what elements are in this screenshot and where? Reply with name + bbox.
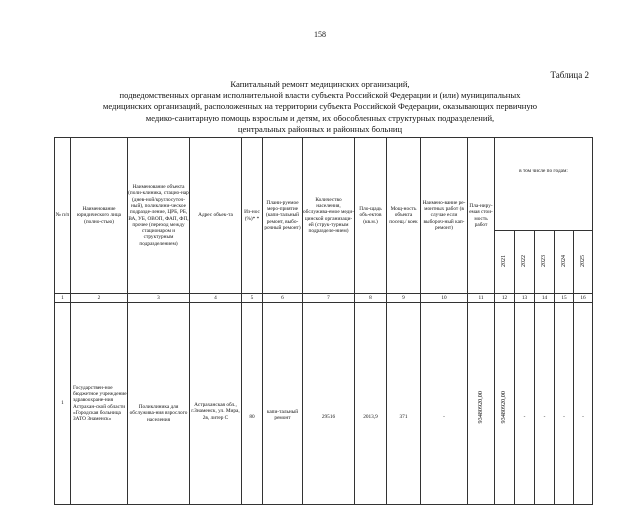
year-value: 93480920,00 — [500, 391, 508, 424]
column-number: 6 — [263, 294, 303, 303]
header-capacity: Мощ-ность объекта посещ./ коек — [387, 138, 421, 294]
column-number: 11 — [468, 294, 495, 303]
cost-value: 93480920,00 — [476, 391, 484, 424]
header-population: Количество населения, обслужива-емое меди-цинской организаци-ей (струк-турным подразделе-нием) — [303, 138, 355, 294]
cell-2025: - — [574, 303, 593, 505]
year-label: 2023 — [541, 254, 548, 267]
column-number: 2 — [71, 294, 128, 303]
title-line: медико-санитарную помощь взрослым и детям, их обособленных структурных подразделений, — [145, 112, 495, 123]
year-label: 2022 — [521, 254, 528, 267]
cell-2023: - — [535, 303, 555, 505]
cell-wear: 80 — [242, 303, 263, 505]
cell-org: Государствен-ное бюджетное учреждение здравоохране-ния Астрахан-ской области «Городская больница ЗАТО Знаменск» — [71, 303, 128, 505]
column-number: 5 — [242, 294, 263, 303]
column-number: 4 — [190, 294, 242, 303]
header-object: Наименование объекта (поли-клиника, стацио-нар (днев-ной/круглосуточ-ный), поликлини-ческое подразде-ление, ЦРБ, РБ, ВА, УБ, ОВОП, ФАП, ФП, прочее (переход между стационаром и структурным подразделением) — [128, 138, 190, 294]
header-works: Наимено-вание ре-монтных работ (в случае если выбороч-ный кап-ремонт) — [421, 138, 468, 294]
column-number: 14 — [535, 294, 555, 303]
table-row — [55, 303, 593, 505]
cell-2024: - — [555, 303, 574, 505]
column-number: 12 — [495, 294, 515, 303]
cell-area: 2013,9 — [355, 303, 387, 505]
cell-population: 29516 — [303, 303, 355, 505]
year-label: 2025 — [579, 254, 586, 267]
column-number: 9 — [387, 294, 421, 303]
year-label: 2021 — [501, 254, 508, 267]
cell-cost — [468, 303, 495, 505]
header-num: № п/п — [55, 138, 71, 294]
page-number: 158 — [314, 30, 326, 39]
header-planned: Плани-руемое меро-приятие (капи-тальный ремонт, выбо-рочный ремонт) — [263, 138, 303, 294]
column-number: 16 — [574, 294, 593, 303]
header-wear: Из-нос (%)* * — [242, 138, 263, 294]
cell-address: Астраханская обл., г.Знаменск, ул. Мира, 2в, литер С — [190, 303, 242, 505]
title-line: медицинских организаций, расположенных на территории субъекта Российской Федерации, оказывающих первичную — [102, 101, 538, 112]
header-years-group: в том числе по годам: — [495, 138, 593, 231]
cell-planned: капи-тальный ремонт — [263, 303, 303, 505]
column-number: 8 — [355, 294, 387, 303]
title-line: центральных районных и районных больниц — [237, 123, 403, 134]
document-title — [40, 79, 600, 135]
cell-capacity: 371 — [387, 303, 421, 505]
header-row — [55, 138, 593, 231]
header-year — [495, 231, 515, 294]
header-area: Пло-щадь объ-ектов (кв.м.) — [355, 138, 387, 294]
cell-num: 1 — [55, 303, 71, 505]
column-number: 15 — [555, 294, 574, 303]
header-address: Адрес объек-та — [190, 138, 242, 294]
column-number: 1 — [55, 294, 71, 303]
cell-object: Поликлиника для обслужива-ния взрослого населения — [128, 303, 190, 505]
title-line: подведомственных органам исполнительной власти субъекта Российской Федерации и (или) муниципальных — [119, 90, 521, 101]
cell-2021 — [495, 303, 515, 505]
header-year — [535, 231, 555, 294]
title-line: Капитальный ремонт медицинских организаций, — [230, 79, 410, 89]
column-number-row — [55, 294, 593, 303]
header-year — [515, 231, 535, 294]
column-number: 13 — [515, 294, 535, 303]
header-year — [574, 231, 593, 294]
header-org: Наименование юридического лица (полно-стью) — [71, 138, 128, 294]
cell-works: - — [421, 303, 468, 505]
header-cost: Пла-ниру-емая стои-мость работ — [468, 138, 495, 294]
table-label: Таблица 2 — [550, 70, 589, 80]
cell-2022: - — [515, 303, 535, 505]
header-year — [555, 231, 574, 294]
column-number: 3 — [128, 294, 190, 303]
column-number: 7 — [303, 294, 355, 303]
column-number: 10 — [421, 294, 468, 303]
year-label: 2024 — [560, 254, 567, 267]
repair-table — [54, 137, 593, 505]
